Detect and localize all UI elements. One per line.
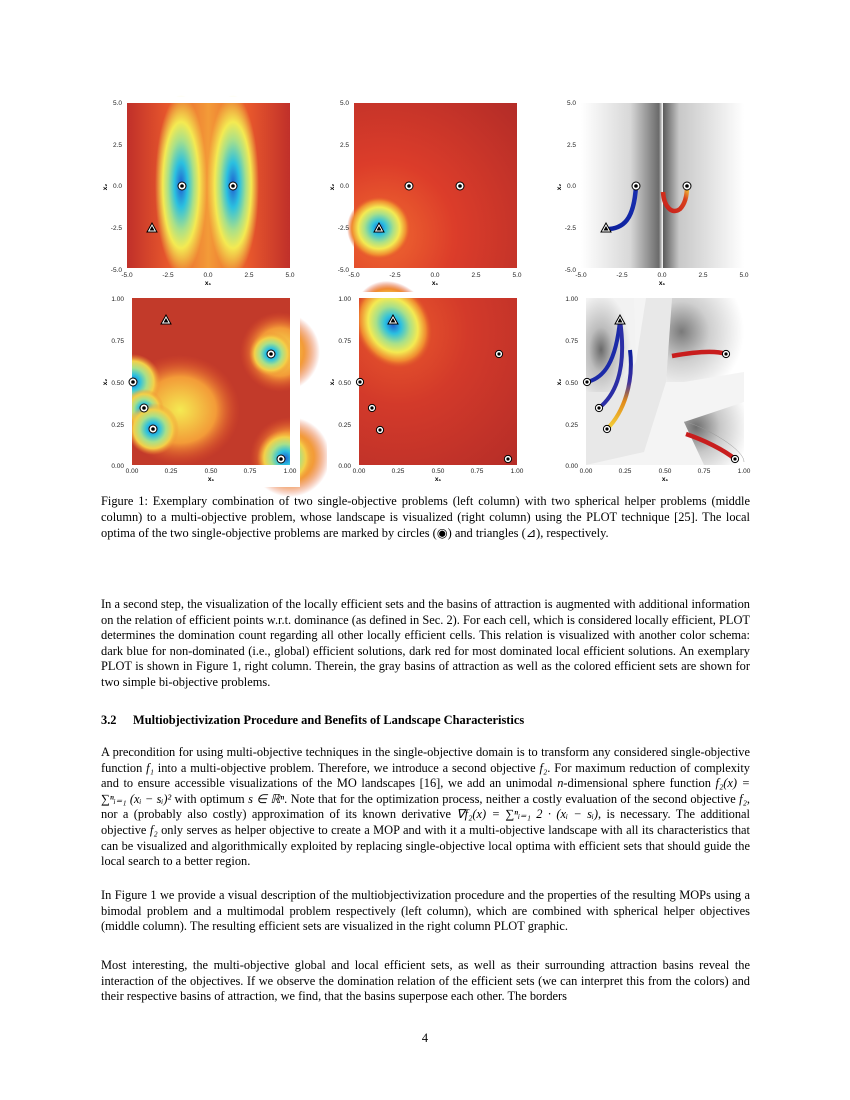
x-tick: 0.00: [125, 468, 139, 475]
x-tick: 0.25: [391, 468, 405, 475]
panel-top-middle: [327, 97, 527, 292]
x-tick: 0.0: [430, 272, 440, 279]
y-tick: 0.50: [565, 380, 578, 387]
x-tick: 0.50: [658, 468, 672, 475]
y-tick: 0.75: [338, 338, 351, 345]
x-axis-label: x₁: [207, 476, 215, 483]
x-axis-label: x₁: [204, 280, 212, 287]
x-tick: 2.5: [698, 272, 708, 279]
y-axis-label: x₂: [102, 183, 109, 191]
math-optimum: s ∈ ℝⁿ: [248, 791, 285, 806]
y-tick: -5.0: [564, 267, 576, 274]
y-tick: 5.0: [339, 100, 349, 107]
x-tick: 0.0: [657, 272, 667, 279]
math-sphere-function: f₂(x) = ∑ⁿᵢ₌₁ (xᵢ − sᵢ)²: [101, 776, 750, 806]
y-tick: 0.50: [338, 380, 351, 387]
y-tick: 0.0: [566, 183, 576, 190]
y-tick: 5.0: [566, 100, 576, 107]
x-axis-label: x₁: [661, 476, 669, 483]
panel-bottom-right: [554, 292, 754, 487]
panel-top-right: [554, 97, 754, 292]
x-tick: 0.75: [243, 468, 257, 475]
y-tick: 0.25: [111, 422, 124, 429]
x-tick: 0.0: [203, 272, 213, 279]
y-tick: 1.00: [111, 296, 124, 303]
math-f2: f₂: [739, 791, 747, 806]
x-tick: 1.00: [737, 468, 751, 475]
section-number: 3.2: [101, 713, 117, 727]
math-f2: f₂: [149, 822, 158, 837]
y-axis-label: x₂: [556, 378, 563, 386]
y-tick: -5.0: [110, 267, 122, 274]
x-tick: 0.25: [618, 468, 632, 475]
y-tick: 0.25: [338, 422, 351, 429]
text-run: . For maximum reduction of complexity and to ensure accessible visualizations of the MO landscapes [16], we add an unimodal: [101, 760, 750, 791]
panel-top-left: [100, 97, 300, 292]
y-tick: 0.00: [338, 463, 351, 470]
math-n: n: [557, 776, 564, 791]
x-tick: -2.5: [389, 272, 401, 279]
paragraph-multiobjectivization: [101, 745, 750, 870]
y-tick: 0.0: [339, 183, 349, 190]
text-run: only serves as helper objective to create a MOP and with it a multi-objective landscape with all its characteristics that can be visualized and algorithmically exploited by replacing single-objective local optima with efficient sets that should guide the local search to a better region.: [101, 822, 750, 869]
y-tick: 2.5: [566, 142, 576, 149]
text-run: , is necessary. The additional objective: [101, 807, 751, 837]
x-tick: -5.0: [121, 272, 133, 279]
y-tick: 2.5: [339, 142, 349, 149]
x-tick: 1.00: [283, 468, 297, 475]
paragraph-plot-dominance: In a second step, the visualization of the locally efficient sets and the basins of attraction is augmented with additional information on the relation of efficient points w.r.t. dominance (as defined in Sec. 2). For each cell, which is considered locally efficient, PLOT determines the domination count regarding all other locally efficient cells. This relation is visualized with another color schema: dark blue for non-dominated (i.e., global) efficient solutions, dark red for most dominated local efficient solutions. An exemplary PLOT is shown in Figure 1, right column. Therein, the gray basins of attraction as well as the colored efficient sets are shown for two simple bi-objective problems.: [101, 597, 750, 689]
x-axis-label: x₁: [434, 476, 442, 483]
figure-caption: Figure 1: Exemplary combination of two single-objective problems (left column) with two spherical helper problems (middle column) to a multi-objective problem, whose landscape is visualized (right column) using the PLOT technique [25]. The local optima of the two single-objective problems are marked by circles (◉) and triangles (⊿), respectively.: [101, 494, 750, 540]
text-run: A precondition for using multi-objective techniques in the single-objective domain is to transform any considered single-objective function: [101, 745, 750, 775]
text-run: , nor a (probably also costly) approximation of its known derivative: [101, 791, 750, 822]
heatmap-sphere-bottom: [327, 292, 527, 487]
x-tick: -2.5: [162, 272, 174, 279]
y-axis-label: x₂: [329, 183, 336, 191]
y-tick: -2.5: [110, 225, 122, 232]
text-run: with optimum: [171, 791, 249, 806]
heatmap-multimodal: [100, 292, 300, 487]
x-tick: 0.50: [431, 468, 445, 475]
x-tick: 0.75: [470, 468, 484, 475]
y-tick: 1.00: [565, 296, 578, 303]
panel-bottom-left: [100, 292, 300, 487]
x-axis-label: x₁: [658, 280, 666, 287]
y-tick: 0.25: [565, 422, 578, 429]
x-tick: 5.0: [739, 272, 749, 279]
y-axis-label: x₂: [329, 378, 336, 386]
x-tick: -2.5: [616, 272, 628, 279]
x-tick: 5.0: [285, 272, 295, 279]
plot-bottom: [554, 292, 754, 487]
section-heading: [101, 713, 524, 728]
x-tick: 0.00: [352, 468, 366, 475]
x-tick: 2.5: [471, 272, 481, 279]
y-tick: 0.00: [565, 463, 578, 470]
text-run: -dimensional sphere function: [563, 776, 716, 791]
x-tick: 0.25: [164, 468, 178, 475]
section-title: Multiobjectivization Procedure and Benefits of Landscape Characteristics: [133, 713, 525, 727]
math-f2: f₂: [539, 760, 548, 775]
y-tick: 0.75: [111, 338, 124, 345]
y-tick: 0.50: [111, 380, 124, 387]
paragraph-figure-description: In Figure 1 we provide a visual description of the multiobjectivization procedure and the properties of the resulting MOPs using a bimodal problem and a multimodal problem respectively (left column), which are combined with spherical helper objectives (middle column). The resulting efficient sets are visualized in the right column PLOT graphic.: [101, 888, 750, 934]
math-gradient: ∇f₂(x) = ∑ⁿᵢ₌₁ 2 · (xᵢ − sᵢ): [456, 807, 599, 822]
x-tick: 0.75: [697, 468, 711, 475]
math-f1: f₁: [146, 760, 154, 775]
y-tick: 0.75: [565, 338, 578, 345]
y-tick: 5.0: [112, 100, 122, 107]
x-tick: -5.0: [348, 272, 360, 279]
x-tick: -5.0: [575, 272, 587, 279]
x-axis-label: x₁: [431, 280, 439, 287]
x-tick: 5.0: [512, 272, 522, 279]
paragraph-interaction: Most interesting, the multi-objective global and local efficient sets, as well as their surrounding attraction basins reveal the interaction of the objectives. If we observe the domination relation of the efficient sets (we can interpret this from the colors) and their respective basins of attraction, we find, that the basins superpose each other. The borders: [101, 958, 750, 1004]
y-tick: -2.5: [564, 225, 576, 232]
x-tick: 2.5: [244, 272, 254, 279]
y-axis-label: x₂: [102, 378, 109, 386]
text-run: . Note that for the optimization process, neither a costly evaluation of the second objective: [284, 791, 740, 806]
x-tick: 1.00: [510, 468, 524, 475]
page-number: 4: [421, 1031, 429, 1045]
y-tick: 0.00: [111, 463, 124, 470]
text-run: into a multi-objective problem. Therefore, we introduce a second objective: [153, 760, 540, 775]
heatmap-sphere-top: [327, 97, 527, 292]
plot-top: [554, 97, 754, 292]
y-tick: 1.00: [338, 296, 351, 303]
panel-bottom-middle: [327, 292, 527, 487]
y-tick: -2.5: [337, 225, 349, 232]
y-axis-label: x₂: [556, 183, 563, 191]
y-tick: 0.0: [112, 183, 122, 190]
y-tick: -5.0: [337, 267, 349, 274]
x-tick: 0.00: [579, 468, 593, 475]
x-tick: 0.50: [204, 468, 218, 475]
y-tick: 2.5: [112, 142, 122, 149]
heatmap-bimodal: [100, 97, 300, 292]
